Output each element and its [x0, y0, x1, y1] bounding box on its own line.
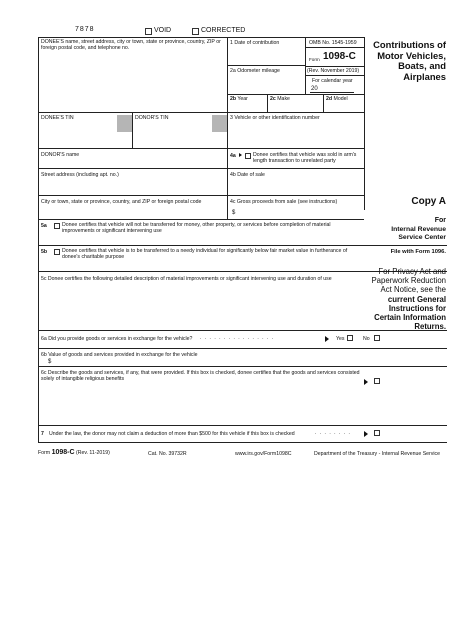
box6a-yes-checkbox[interactable]: [347, 335, 353, 341]
corrected-checkbox[interactable]: [192, 28, 199, 35]
box4a-text: Donee certifies that vehicle was sold in arm's length transaction to unrelated party: [253, 152, 357, 164]
void-label: VOID: [154, 27, 172, 34]
box6b-label: 6b Value of goods and services provided in exchange for the vehicle: [41, 352, 198, 358]
box4c-label: 4c Gross proceeds from sale (see instructions): [230, 199, 338, 205]
box5a-num: 5a: [41, 223, 47, 229]
donee-tin-label: DONEE'S TIN: [41, 115, 74, 121]
box5a-text: Donee certifies that vehicle will not be transferred for money, other property, or services before completion of material improvements or significant intervening use: [62, 222, 331, 234]
box5b-num: 5b: [41, 249, 48, 255]
omb-calendar-year-label: For calendar year: [312, 78, 353, 84]
donee-name-label: DONEE'S name, street address, city or town, state or province, country, ZIP or foreign postal code, and telephone no.: [41, 39, 221, 51]
donor-street-label: Street address (including apt. no.): [41, 172, 119, 178]
box7-leader-dots: . . . . . . . .: [315, 430, 351, 436]
omb-form-number: 1098-C: [323, 51, 356, 62]
void-checkbox[interactable]: [145, 28, 152, 35]
footer-cat-no: Cat. No. 39732R: [148, 451, 187, 457]
box7-num: 7: [41, 431, 44, 437]
form-code: 7878: [75, 26, 95, 33]
box3-label: 3 Vehicle or other identification number: [230, 115, 320, 121]
box4b-label: 4b Date of sale: [230, 172, 265, 178]
box4c-dollar: $: [232, 210, 236, 216]
privacy-normal: For Privacy Act and Paperwork Reduction Act Notice, see the: [371, 267, 446, 295]
box6c-arrow-icon: [364, 379, 368, 385]
donor-city-label: City or town, state or province, country, and ZIP or foreign postal code: [41, 199, 202, 205]
box6a-no-checkbox[interactable]: [374, 335, 380, 341]
box2d-num: 2d: [326, 96, 333, 102]
omb-year-prefix: 20: [311, 86, 318, 92]
footer-form-word: Form: [38, 450, 51, 456]
file-with-label: File with Form 1096.: [390, 249, 446, 255]
footer-form-number: 1098-C: [51, 449, 75, 456]
omb-revision: (Rev. November 2019): [307, 68, 360, 74]
box4a-num: 4a: [230, 153, 236, 159]
form-title: Contributions of Motor Vehicles, Boats, and Airplanes: [373, 39, 446, 82]
box2b-text: Year: [237, 96, 248, 102]
box4a-arrow-icon: [239, 153, 242, 157]
box6a-no-label: No: [363, 336, 370, 342]
box1-label: 1 Date of contribution: [230, 40, 280, 46]
box6a-arrow-icon: [325, 336, 329, 342]
box2a-label: 2a Odometer mileage: [230, 68, 280, 74]
box7-arrow-icon: [364, 431, 368, 437]
box2d-text: Model: [333, 96, 348, 102]
irs-center-label: Internal Revenue Service Center: [391, 226, 446, 241]
corrected-label: CORRECTED: [201, 27, 246, 34]
footer-department: Department of the Treasury - Internal Revenue Service: [314, 451, 441, 457]
privacy-bold: current General Instructions for Certain Information Returns.: [374, 294, 446, 332]
donor-tin-label: DONOR'S TIN: [135, 115, 169, 121]
box6a-label: 6a Did you provide goods or services in exchange for the vehicle?: [41, 336, 193, 342]
privacy-notice: [368, 267, 446, 331]
footer-url: www.irs.gov/Form1098C: [235, 451, 292, 457]
footer-form-id: [38, 450, 110, 456]
box2c-text: Make: [277, 96, 290, 102]
box7-checkbox[interactable]: [374, 430, 380, 436]
footer-revision: (Rev. 11-2019): [75, 450, 110, 456]
for-label: For: [434, 217, 446, 224]
box6c-checkbox[interactable]: [374, 378, 380, 384]
box6a-yes-label: Yes: [336, 336, 345, 342]
box5c-label: 5c Donee certifies the following detailed description of material improvements or significant intervening use and duration of use: [41, 276, 332, 282]
box6b-dollar: $: [48, 359, 52, 365]
box5b-text: Donee certifies that vehicle is to be transferred to a needy individual for significantly below fair market value in furtherance of donee's charitable purpose: [62, 248, 348, 260]
box2c-label: [270, 96, 290, 102]
donor-name-label: DONOR'S name: [41, 152, 80, 158]
box7-text: Under the law, the donor may not claim a deduction of more than $500 for this vehicle if this box is checked: [49, 431, 295, 437]
box5a-checkbox[interactable]: [54, 223, 60, 229]
omb-form-word: Form: [309, 57, 320, 62]
omb-number: OMB No. 1545-1959: [309, 40, 357, 46]
copy-label: Copy A: [411, 196, 446, 207]
box5b-checkbox[interactable]: [54, 249, 60, 255]
donor-tin-shade: [212, 115, 227, 132]
donee-tin-shade: [117, 115, 132, 132]
box2d-label: [326, 96, 348, 102]
box6a-leader-dots: . . . . . . . . . . . . . . . .: [200, 335, 275, 341]
box2c-num: 2c: [270, 96, 276, 102]
box6c-label: 6c Describe the goods and services, if any, that were provided. If this box is checked, donee certifies that the goods and services consisted solely of intangible religious benefits: [41, 370, 360, 382]
box2b-num: 2b: [230, 96, 237, 102]
box2b-label: [230, 96, 248, 102]
box4a-checkbox[interactable]: [245, 153, 251, 159]
